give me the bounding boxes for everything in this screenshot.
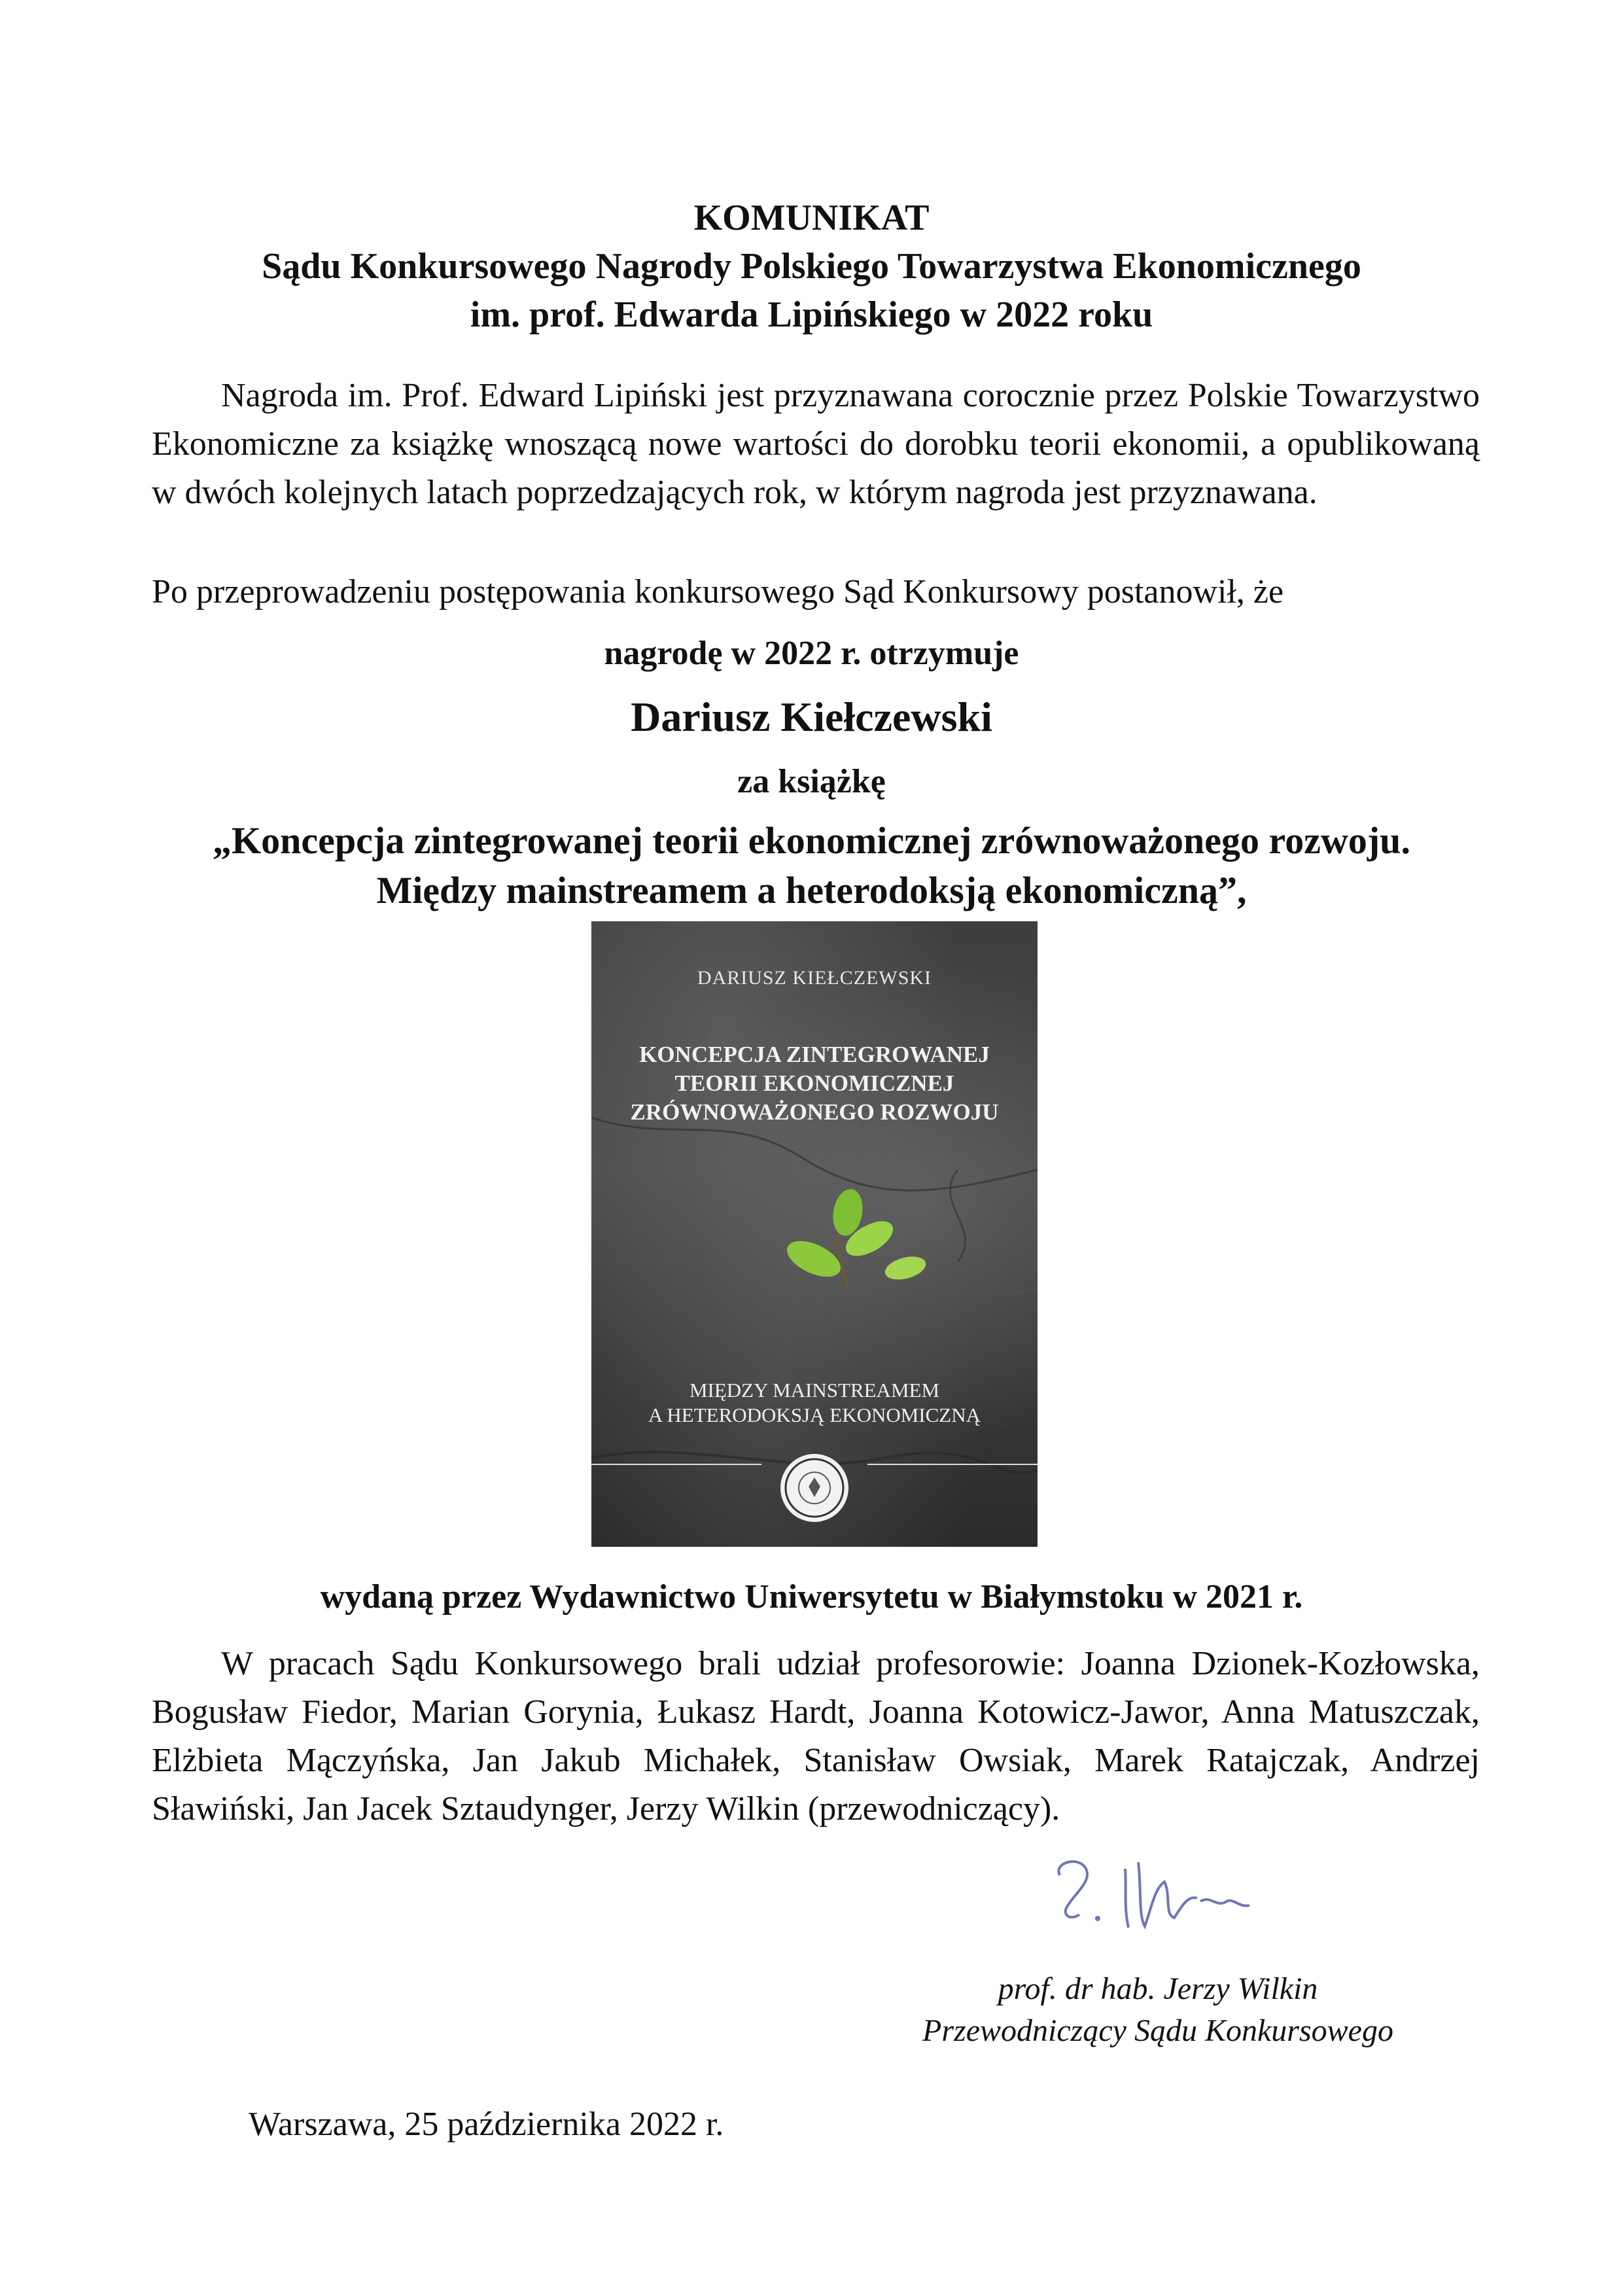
signatory-name: prof. dr hab. Jerzy Wilkin [998,1971,1318,2006]
jury-paragraph: W pracach Sądu Konkursowego brali udział profesorowie: Joanna Dzionek-Kozłowska, Bogusław Fiedor, Marian Gorynia, Łukasz Hardt, Joanna Kotowicz-Jawor, Anna Matuszczak, Elżbieta Mączyńska, Jan Jakub Michałek, Stanisław Owsiak, Marek Ratajczak, Andrzej Sławiński, Jan Jacek Sztaudynger, Jerzy Wilkin (przewodniczący). [152,1645,1480,1828]
signatory-role: Przewodniczący Sądu Konkursowego [922,2013,1393,2048]
publisher-seal-icon [780,1454,848,1522]
document-subtitle-line-2: im. prof. Edwarda Lipińskiego w 2022 roku [470,294,1153,335]
cover-title-line-1: KONCEPCJA ZINTEGROWANEJ [639,1042,990,1067]
cover-title-line-2: TEORII EKONOMICZNEJ [674,1070,954,1096]
handwritten-signature [1040,1849,1263,1941]
cover-texture [591,921,1038,1547]
sprout-stem-icon [838,1229,848,1288]
cover-subtitle-line-1: MIĘDZY MAINSTREAMEM [689,1379,940,1402]
winner-name: Dariusz Kiełczewski [631,694,992,740]
cover-subtitle-line-2: A HETERODOKSJĄ EKONOMICZNĄ [648,1404,981,1426]
decision-paragraph: Po przeprowadzeniu postępowania konkursowego Sąd Konkursowy postanowił, że [152,573,1284,610]
intro-paragraph: Nagroda im. Prof. Edward Lipiński jest przyznawana corocznie przez Polskie Towarzystwo Ekonomiczne za książkę wnoszącą nowe wartości do dorobku teorii ekonomii, a opublikowaną w dwóch kolejnych latach poprzedzających rok, w którym nagroda jest przyznawana. [152,377,1480,511]
book-title-line-2: Między mainstreamem a heterodoksją ekonomiczną”, [376,869,1247,911]
sprout-leaf-icon [882,1252,928,1283]
cover-author: DARIUSZ KIEŁCZEWSKI [697,967,932,989]
book-title-line-1: „Koncepcja zintegrowanej teorii ekonomicznej zrównoważonego rozwoju. [213,819,1410,862]
publisher-line: wydaną przez Wydawnictwo Uniwersytetu w Białymstoku w 2021 r. [320,1578,1303,1616]
document-title: KOMUNIKAT [693,198,930,238]
book-cover-image [591,921,1038,1547]
place-date-line: Warszawa, 25 października 2022 r. [249,2106,724,2143]
book-for-label: za książkę [737,763,886,800]
document-subtitle-line-1: Sądu Konkursowego Nagrody Polskiego Towarzystwa Ekonomicznego [262,246,1361,287]
cover-title-line-3: ZRÓWNOWAŻONEGO ROZWOJU [630,1099,999,1125]
award-line: nagrodę w 2022 r. otrzymuje [604,635,1019,672]
